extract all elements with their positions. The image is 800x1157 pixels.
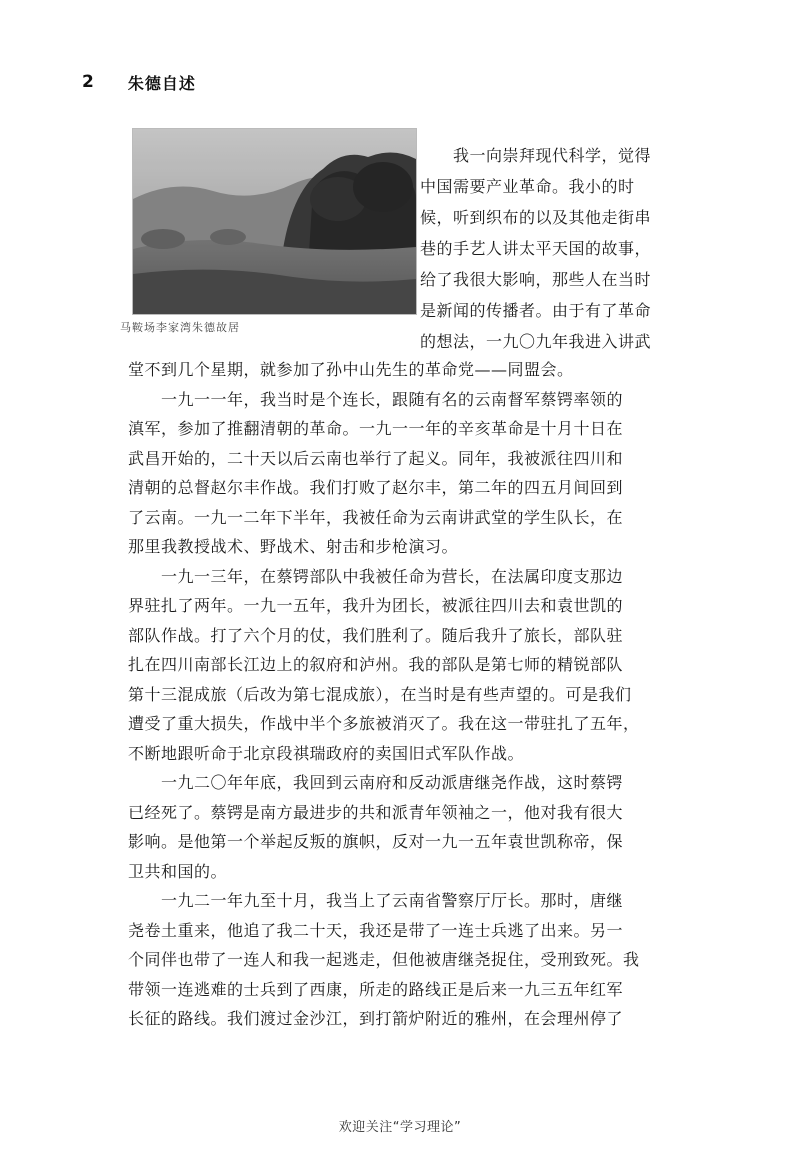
text-line: 一九一一年，我当时是个连长，跟随有名的云南督军蔡锷率领的 bbox=[161, 389, 624, 409]
text-line: 尧卷土重来，他追了我二十天，我还是带了一连士兵逃了出来。另一 bbox=[128, 920, 624, 940]
text-line: 已经死了。蔡锷是南方最进步的共和派青年领袖之一，他对我有很大 bbox=[128, 802, 624, 822]
text-line: 卫共和国的。 bbox=[128, 861, 228, 881]
landscape-photo-image bbox=[133, 129, 416, 314]
photo-caption: 马鞍场李家湾朱德故居 bbox=[120, 321, 240, 334]
figure bbox=[120, 128, 416, 340]
text-line: 武昌开始的，二十天以后云南也举行了起义。同年，我被派往四川和 bbox=[128, 448, 624, 468]
text-line: 给了我很大影响，那些人在当时 bbox=[420, 270, 652, 289]
text-line: 巷的手艺人讲太平天国的故事， bbox=[420, 239, 652, 258]
text-line: 第十三混成旅（后改为第七混成旅），在当时是有些声望的。可是我们 bbox=[128, 684, 632, 704]
wrapped-text-column bbox=[420, 140, 680, 357]
text-line: 带领一连逃难的士兵到了西康，所走的路线正是后来一九三五年红军 bbox=[128, 979, 624, 999]
text-line: 我一向崇拜现代科学，觉得 bbox=[453, 146, 652, 165]
text-line: 是新闻的传播者。由于有了革命 bbox=[420, 301, 652, 320]
text-line: 个同伴也带了一连人和我一起逃走，但他被唐继尧捉住，受刑致死。我 bbox=[128, 950, 640, 969]
text-line: 堂不到几个星期，就参加了孙中山先生的革命党——同盟会。 bbox=[128, 360, 574, 379]
text-line: 那里我教授战术、野战术、射击和步枪演习。 bbox=[128, 537, 459, 556]
former-residence-photo bbox=[132, 128, 417, 315]
text-line: 一九一三年，在蔡锷部队中我被任命为营长，在法属印度支那边 bbox=[161, 566, 624, 586]
text-line: 遭受了重大损失，作战中半个多旅被消灭了。我在这一带驻扎了五年， bbox=[128, 714, 640, 733]
main-text-column bbox=[128, 355, 688, 1034]
text-line: 的想法，一九〇九年我进入讲武 bbox=[420, 332, 652, 351]
text-line: 一九二一年九至十月，我当上了云南省警察厅厅长。那时，唐继 bbox=[161, 891, 624, 910]
text-line: 滇军，参加了推翻清朝的革命。一九一一年的辛亥革命是十月十日在 bbox=[128, 419, 624, 438]
text-line: 长征的路线。我们渡过金沙江，到打箭炉附近的雅州，在会理州停了 bbox=[128, 1009, 624, 1028]
book-title: 朱德自述 bbox=[127, 73, 196, 93]
page-number: 2 bbox=[82, 72, 94, 92]
text-line: 候，听到织布的以及其他走街串 bbox=[420, 208, 652, 227]
footer-note: 欢迎关注“学习理论” bbox=[338, 1120, 462, 1135]
text-line: 界驻扎了两年。一九一五年，我升为团长，被派往四川去和袁世凯的 bbox=[128, 596, 624, 615]
text-line: 中国需要产业革命。我小的时 bbox=[420, 177, 635, 196]
text-line: 一九二〇年年底，我回到云南府和反动派唐继尧作战，这时蔡锷 bbox=[161, 773, 624, 792]
page-header bbox=[82, 70, 196, 94]
text-line: 不断地跟听命于北京段祺瑞政府的卖国旧式军队作战。 bbox=[128, 743, 525, 763]
text-line: 了云南。一九一二年下半年，我被任命为云南讲武堂的学生队长，在 bbox=[128, 507, 624, 527]
text-line: 部队作战。打了六个月的仗，我们胜利了。随后我升了旅长，部队驻 bbox=[128, 625, 624, 645]
text-line: 影响。是他第一个举起反叛的旗帜，反对一九一五年袁世凯称帝，保 bbox=[128, 832, 624, 851]
text-line: 清朝的总督赵尔丰作战。我们打败了赵尔丰，第二年的四五月间回到 bbox=[128, 478, 624, 497]
text-line: 扎在四川南部长江边上的叙府和泸州。我的部队是第七师的精锐部队 bbox=[128, 655, 624, 674]
